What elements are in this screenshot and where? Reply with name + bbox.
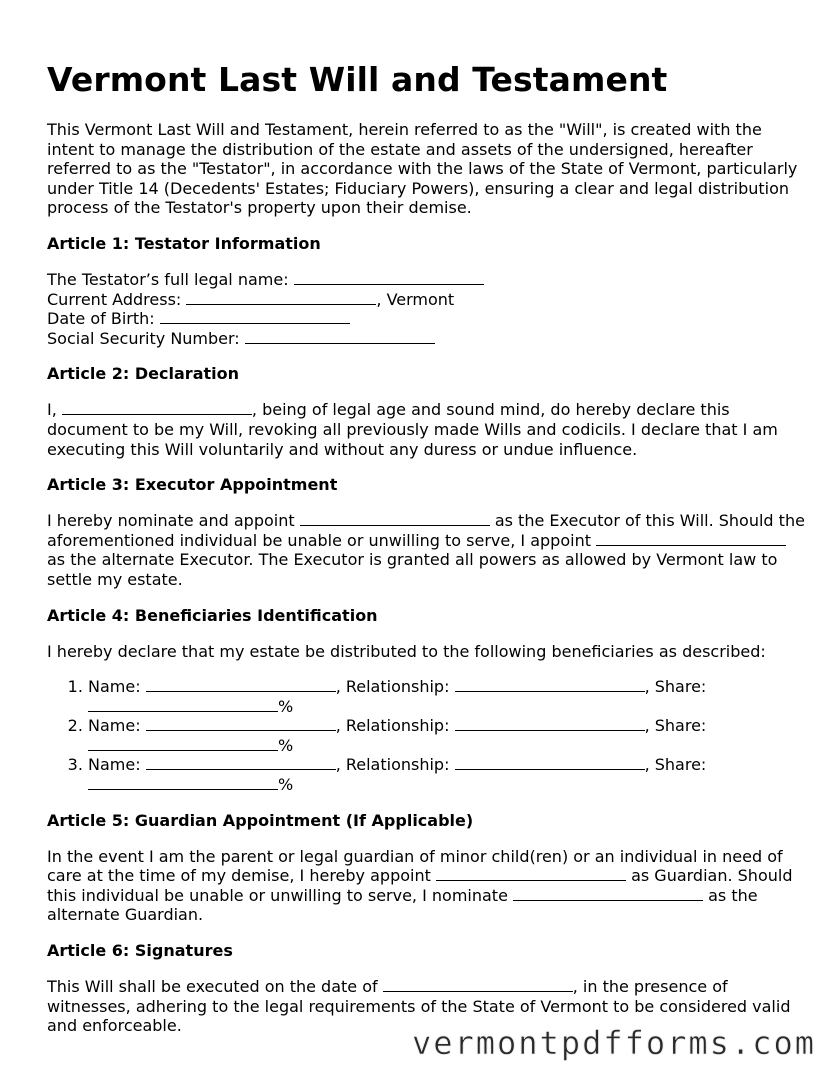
article-6-heading: Article 6: Signatures [47, 941, 233, 961]
article-1-heading: Article 1: Testator Information [47, 233, 321, 253]
article-2-heading: Article 2: Declaration [47, 364, 239, 384]
ssn-line: Social Security Number: [47, 329, 807, 349]
article-4-heading: Article 4: Beneficiaries Identification [47, 605, 378, 625]
address-blank[interactable] [186, 292, 376, 305]
beneficiary-item: 2. Name: , Relationship: , Share: % [88, 716, 807, 755]
beneficiary-share-blank[interactable] [88, 738, 278, 751]
beneficiaries-list [47, 677, 807, 795]
beneficiary-name-blank[interactable] [146, 757, 336, 770]
document-title: Vermont Last Will and Testament [47, 60, 668, 99]
beneficiary-name-blank[interactable] [146, 718, 336, 731]
beneficiary-relationship-blank[interactable] [455, 718, 645, 731]
beneficiary-share-blank[interactable] [88, 777, 278, 790]
article-6-body: This Will shall be executed on the date of , in the presence of witnesses, adhering to the legal requirements of the State of Vermont to be considered valid and enforceable. [47, 977, 791, 1036]
beneficiary-relationship-blank[interactable] [455, 757, 645, 770]
beneficiary-relationship-blank[interactable] [455, 679, 645, 692]
article-3-heading: Article 3: Executor Appointment [47, 475, 338, 495]
intro-paragraph: This Vermont Last Will and Testament, herein referred to as the "Will", is created with the intent to manage the distribution of the estate and assets of the undersigned, hereafter referred to as the "Testator", in accordance with the laws of the State of Vermont, particularly under Title 14 (Decedents' Estates; Fiduciary Powers), ensuring a clear and legal distribution process of the Testator's property upon their demise. [47, 120, 798, 218]
execution-date-blank[interactable] [383, 979, 573, 992]
ssn-blank[interactable] [245, 331, 435, 344]
dob-line: Date of Birth: [47, 309, 807, 329]
testator-name-line: The Testator’s full legal name: [47, 270, 807, 290]
address-line: Current Address: , Vermont [47, 289, 455, 309]
beneficiary-name-blank[interactable] [146, 679, 336, 692]
dob-blank[interactable] [160, 311, 350, 324]
executor-blank[interactable] [300, 513, 490, 526]
beneficiary-item: 3. Name: , Relationship: , Share: % [88, 755, 807, 794]
article-1-body [47, 270, 807, 348]
declarant-name-blank[interactable] [62, 402, 252, 415]
article-3-body: I hereby nominate and appoint as the Executor of this Will. Should the aforementioned individual be unable or unwilling to serve, I appoint as the alternate Executor. The Executor is granted all powers as allowed by Vermont law to settle my estate. [47, 511, 805, 589]
article-2-body: I, , being of legal age and sound mind, do hereby declare this document to be my Will, revoking all previously made Wills and codicils. I declare that I am executing this Will voluntarily and without any duress or undue influence. [47, 400, 778, 459]
testator-name-blank[interactable] [294, 272, 484, 285]
alternate-guardian-blank[interactable] [513, 888, 703, 901]
beneficiary-item: 1. Name: , Relationship: , Share: % [88, 677, 807, 716]
article-5-body: In the event I am the parent or legal guardian of minor child(ren) or an individual in need of care at the time of my demise, I hereby appoint as Guardian. Should this individual be unable or unwilling to serve, I nominate as the alternate Guardian. [47, 846, 793, 925]
article-5-heading: Article 5: Guardian Appointment (If Applicable) [47, 810, 474, 830]
alternate-executor-blank[interactable] [596, 533, 786, 546]
beneficiary-share-blank[interactable] [88, 699, 278, 712]
site-watermark: vermontpdfforms.com [411, 1024, 816, 1062]
article-4-intro: I hereby declare that my estate be distributed to the following beneficiaries as described: [47, 641, 766, 661]
guardian-blank[interactable] [436, 868, 626, 881]
document-page [47, 58, 807, 1036]
